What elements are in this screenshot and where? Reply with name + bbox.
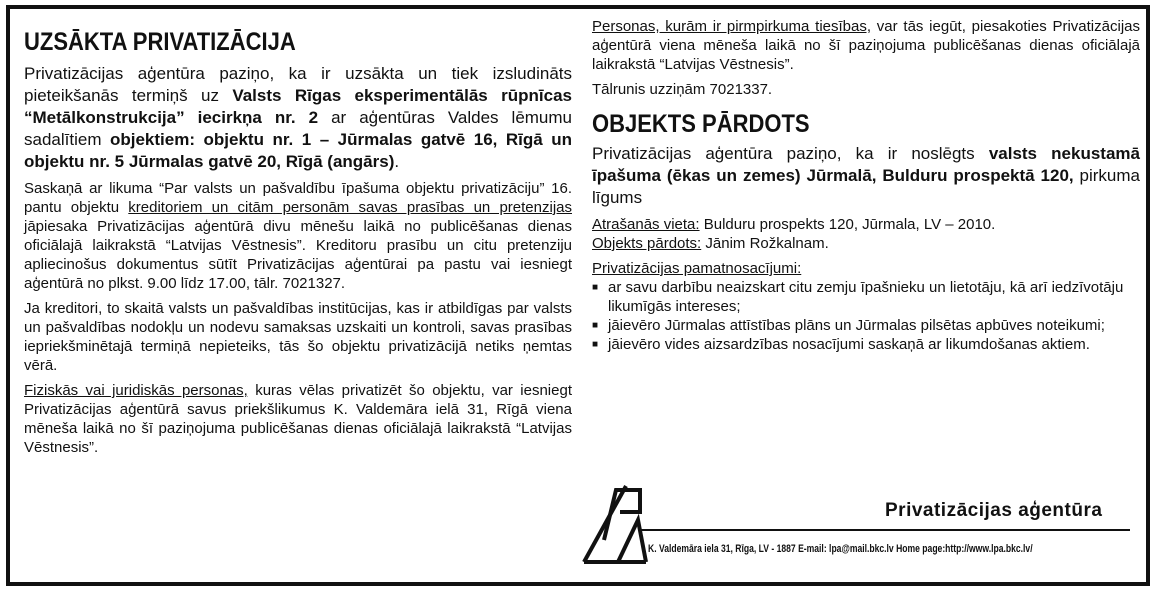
condition-item: ■ ar savu darbību neaizskart citu zemju īpašnieku un lietotāju, kā arī iedzīvotāju likumīgās intereses; xyxy=(592,278,1140,316)
intro-text-3: . xyxy=(394,152,400,171)
sale-text-1: Privatizācijas aģentūra paziņo, ka ir noslēgts xyxy=(592,144,989,163)
sold-line xyxy=(592,234,1140,253)
persons-underlined: Fiziskās vai juridiskās personas, xyxy=(24,382,248,399)
location-line xyxy=(592,215,1140,234)
institutions-paragraph: Ja kreditori, to skaitā valsts un pašvaldības institūcijas, kas ir atbildīgas par valsts un pašvaldības nodokļu un nodevu samaksas uzskaiti un kontroli, savas prasības iepriekšminētajā termiņā nepieteiks, tās šo objektu privatizācijā netiks ņemtas vērā. xyxy=(24,300,572,374)
location-value: Bulduru prospekts 120, Jūrmala, LV – 2010. xyxy=(699,216,996,233)
lpa-logo-icon xyxy=(580,482,650,564)
sale-intro xyxy=(592,143,1140,209)
creditors-text-2: jāpiesaka Privatizācijas aģentūrā divu mēnešu laikā no publicēšanas dienas oficiālajā laikrakstā “Latvijas Vēstnesis”. Kreditoru prasību un citu pretenziju apliecinošus dokumentus sūtīt Privatizācijas aģentūrai pa pastu vai iesniegt aģentūrā no plkst. 9.00 līdz 17.00, tālr. 7021327. xyxy=(24,218,572,292)
location-label: Atrašanās vieta: xyxy=(592,216,700,233)
privatization-started-heading: UZSĀKTA PRIVATIZĀCIJA xyxy=(24,28,296,56)
intro-bold-2: objektiem: objektu nr. 1 – Jūrmalas gatvē 16, Rīgā un objektu nr. 5 Jūrmalas gatvē 20, Rīgā (angārs) xyxy=(24,130,572,171)
sold-value: Jānim Rožkalnam. xyxy=(701,235,829,252)
privatization-intro xyxy=(24,63,572,173)
sale-bold: valsts nekustamā īpašuma (ēkas un zemes) Jūrmalā, Bulduru prospektā 120, xyxy=(592,144,1140,185)
persons-text: kuras vēlas privatizēt šo objektu, var iesniegt Privatizācijas aģentūrā savus priekšlikumus K. Valdemāra ielā 31, Rīgā viena mēneša laikā no šī paziņojuma publicēšanas dienas oficiālajā laikrakstā “Latvijas Vēstnesis”. xyxy=(24,382,572,456)
creditors-underlined: kreditoriem un citām personām savas prasības un pretenzijas xyxy=(128,199,572,216)
condition-item: ■ jāievēro vides aizsardzības nosacījumi saskaņā ar likumdošanas aktiem. xyxy=(592,335,1140,354)
sold-label: Objekts pārdots: xyxy=(592,235,702,252)
footer-rule xyxy=(640,529,1130,531)
phone-line: Tālrunis uzziņām 7021337. xyxy=(592,81,773,98)
creditors-text-1: Saskaņā ar likuma “Par valsts un pašvaldību īpašuma objektu privatizāciju” 16. pantu objektu xyxy=(24,180,572,216)
condition-item: ■ jāievēro Jūrmalas attīstības plāns un Jūrmalas pilsētas apbūves noteikumi; xyxy=(592,316,1140,335)
intro-text-2: ar aģentūras Valdes lēmumu sadalītiem xyxy=(24,108,572,149)
agency-signature: Privatizācijas aģentūra xyxy=(885,500,1103,521)
creditors-paragraph xyxy=(24,179,572,293)
left-column xyxy=(24,9,572,457)
preemption-text: var tās iegūt, piesakoties Privatizācijas aģentūrā viena mēneša laikā no šī paziņojuma publicēšanas dienas oficiālajā laikrakstā “Latvijas Vēstnesis”. xyxy=(592,18,1140,73)
intro-bold-1: Valsts Rīgas eksperimentālās rūpnīcas “Metālkonstrukcija” iecirkņa nr. 2 xyxy=(24,86,572,127)
intro-text-1: Privatizācijas aģentūra paziņo, ka ir uzsākta un tiek izsludināts pieteikšanās termiņš uz xyxy=(24,64,572,105)
conditions-list xyxy=(592,278,1140,354)
conditions-label: Privatizācijas pamatnosacījumi: xyxy=(592,260,802,277)
preemption-underlined: Personas, kurām ir pirmpirkuma tiesības, xyxy=(592,18,872,35)
sale-text-2: pirkuma līgums xyxy=(592,166,1140,207)
preemption-paragraph xyxy=(592,17,1140,74)
notice-frame xyxy=(6,5,1150,586)
footer-contact: K. Valdemāra iela 31, Rīga, LV - 1887 E-mail: lpa@mail.bkc.lv Home page:http://www.lpa.bkc.lv/ xyxy=(648,543,1033,555)
right-column xyxy=(592,9,1140,354)
object-sold-heading: OBJEKTS PĀRDOTS xyxy=(592,110,810,138)
persons-paragraph xyxy=(24,381,572,457)
